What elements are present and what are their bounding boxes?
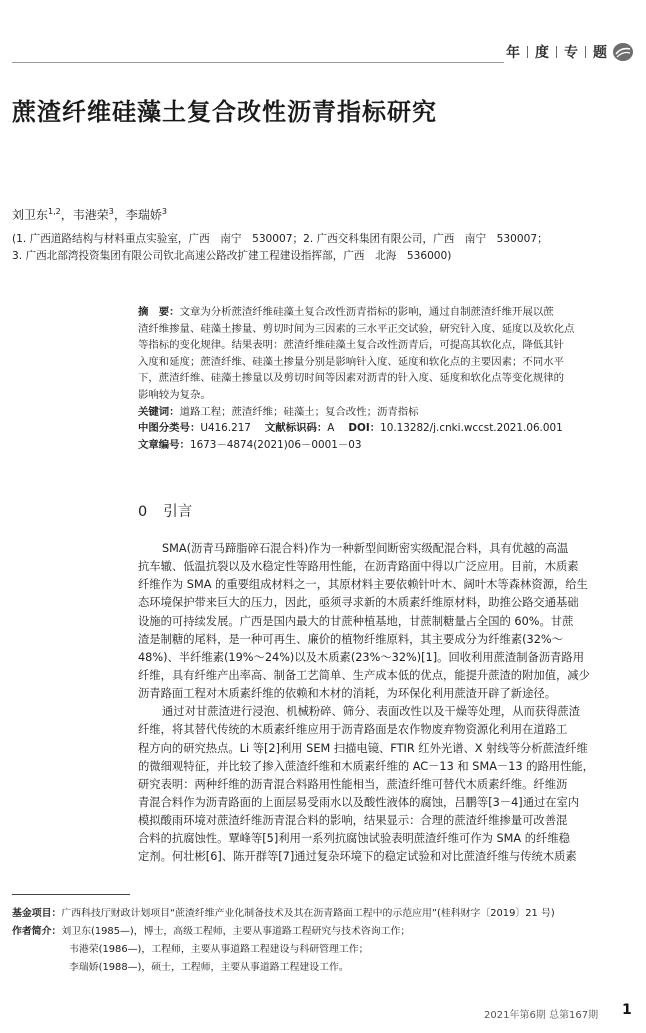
body-line: 渣是制糖的尾料，是一种可再生、廉价的植物纤维原料，其主要成分为纤维素(32%～: [138, 632, 563, 646]
abstract-text: 文章为分析蔗渣纤维硅藻土复合改性沥青指标的影响，通过自制蔗渣纤维开展以蔗: [179, 306, 554, 318]
article-number-label: 文章编号：: [138, 438, 190, 451]
paper-title: 蔗渣纤维硅藻土复合改性沥青指标研究: [12, 98, 437, 126]
funding-text: 广西科技厅财政计划项目“蔗渣纤维产业化制备技术及其在沥青路面工程中的示范应用”(桂科财字〔2019〕21 号): [61, 908, 555, 919]
funding-note: [12, 905, 555, 919]
body-line: SMA(沥青马蹄脂碎石混合料)作为一种新型间断密实级配混合料，具有优越的高温: [162, 542, 569, 555]
author-name: ，李瑞娇: [113, 208, 162, 222]
affiliation-line: (1. 广西道路结构与材料重点实验室，广西 南宁 530007；2. 广西交科集团有限公司，广西 南宁 530007；: [12, 233, 548, 245]
keywords-text: 道路工程；蔗渣纤维；硅藻土；复合改性；沥青指标: [179, 405, 419, 418]
author-list: [12, 206, 167, 223]
article-number-value: 1673－4874(2021)06－0001－03: [189, 438, 362, 451]
doi-label: DOI：: [348, 422, 381, 435]
column-label-divider: [556, 46, 557, 58]
column-label-char: 度: [535, 45, 549, 61]
body-line: 沥青路面工程对木质素纤维的依赖和木材的消耗，为环保化利用蔗渣开辟了新途径。: [138, 687, 556, 701]
body-line: 通过对甘蔗渣进行浸泡、机械粉碎、筛分、表面改性以及干燥等处理，从而获得蔗渣: [162, 705, 580, 719]
issue-info: 2021年第6期 总第167期: [484, 1010, 599, 1021]
abstract-line: 影响较为复杂。: [138, 388, 211, 401]
section-title: 引言: [163, 504, 193, 520]
column-label-divider: [527, 46, 528, 58]
body-line: 合料的抗腐蚀性。覃峰等[5]利用一系列抗腐蚀试验表明蔗渣纤维可作为 SMA 的纤维稳: [138, 832, 570, 846]
body-line: 纤维，具有纤维产出率高、制备工艺简单、生产成本低的优点，能提升蔗渣的附加值，减少: [138, 668, 590, 682]
abstract-line: 渣纤维掺量、硅藻土掺量、剪切时间为三因素的三水平正交试验，研究针入度、延度以及软化点: [138, 322, 575, 335]
author-bio: [12, 923, 410, 937]
journal-logo-icon: [612, 42, 634, 62]
keywords: [138, 404, 634, 421]
body-line: 定剂。何壮彬[6]、陈开群等[7]通过复杂环境下的稳定试验和对比蔗渣纤维与传统木质素: [138, 850, 577, 864]
author-bio-text: 刘卫东(1985—)，博士，高级工程师，主要从事道路工程研究与技术咨询工作；: [61, 926, 411, 937]
article-number-line: [138, 437, 634, 454]
abstract: [138, 304, 634, 453]
abstract-line: 入度和延度；蔗渣纤维、硅藻土掺量分别是影响针入度、延度和软化点的主要因素；不同水平: [138, 355, 565, 368]
author-affiliation-mark: 1,2: [48, 207, 61, 216]
body-line: 纤维，将其替代传统的木质素纤维应用于沥青路面是农作物废弃物资源化利用在道路工: [138, 723, 568, 737]
column-label-char: 年: [506, 45, 520, 61]
column-label: [505, 42, 608, 62]
body-line: 模拟酸雨环境对蔗渣纤维沥青混合料的影响，结果显示：合理的蔗渣纤维掺量可改善混: [138, 814, 568, 828]
doc-code-value: A: [327, 422, 335, 435]
body-line: 的微细观特征，并比较了掺入蔗渣纤维和木质素纤维的 AC－13 和 SMA－13 的路用性能，: [138, 759, 594, 773]
column-label-divider: [585, 46, 586, 58]
author-bio: 韦港荣(1986—)，工程师，主要从事道路工程建设与科研管理工作；: [69, 944, 369, 955]
column-label-char: 专: [564, 45, 578, 61]
body-line: 48%)、半纤维素(19%～24%)以及木质素(23%～32%)[1]。回收利用蔗渣制备沥青路用: [138, 650, 585, 664]
author-name: 刘卫东: [12, 208, 49, 222]
body-line: 青混合料作为沥青路面的上面层易受雨水以及酸性液体的腐蚀，吕鹏等[3－4]通过在室内: [138, 795, 580, 809]
section-number: 0: [138, 504, 148, 520]
doi-value: 10.13282/j.cnki.wccst.2021.06.001: [380, 422, 563, 435]
author-affiliation-mark: 3: [108, 207, 114, 216]
header-rule: [12, 62, 504, 63]
body-line: 研究表明：两种纤维的沥青混合料路用性能相当，蔗渣纤维可替代木质素纤维。纤维沥: [138, 777, 568, 791]
author-affiliation-mark: 3: [161, 207, 167, 216]
footnote-rule: [12, 894, 130, 895]
body-line: 程方向的研究热点。Li 等[2]利用 SEM 扫描电镜、FTIR 红外光谱、X 射线等分析蔗渣纤维: [138, 741, 588, 755]
body-line: 设施的可持续发展。广西是国内最大的甘蔗种植基地，甘蔗制糖量占全国的 60%。甘蔗: [138, 614, 574, 628]
column-label-char: 题: [593, 45, 607, 61]
page-number: 1: [622, 1002, 632, 1018]
keywords-label: 关键词：: [138, 405, 180, 418]
abstract-line: 下，蔗渣纤维、硅藻土掺量以及剪切时间等因素对沥青的针入度、延度和软化点等变化规律的: [138, 372, 565, 385]
author-bio-label: 作者简介：: [12, 926, 62, 937]
abstract-line: 等指标的变化规律。结果表明：蔗渣纤维硅藻土复合改性沥青后，可提高其软化点，降低其针: [138, 339, 565, 352]
abstract-label: 摘 要：: [138, 306, 180, 318]
classification-line: [138, 420, 634, 437]
doc-code-label: 文献标识码：: [264, 422, 328, 435]
body-line: 纤维作为 SMA 的重要组成材料之一，其原材料主要依赖针叶木、阔叶木等森林资源，给生: [138, 578, 588, 592]
funding-label: 基金项目：: [12, 908, 62, 919]
abstract-line: [138, 304, 634, 321]
body-line: 抗车辙、低温抗裂以及水稳定性等路用性能，在沥青路面中得以广泛应用。目前，木质素: [138, 560, 579, 574]
clc-label: 中图分类号：: [138, 422, 201, 435]
body-text: [138, 540, 634, 867]
affiliation-line: 3. 广西北部湾投资集团有限公司钦北高速公路改扩建工程建设指挥部，广西 北海 536000): [12, 250, 452, 262]
author-bio: 李瑞娇(1988—)，硕士，工程师，主要从事道路工程建设工作。: [69, 962, 349, 973]
clc-value: U416.217: [200, 422, 251, 435]
author-name: ，韦港荣: [60, 208, 109, 222]
section-heading: [138, 500, 208, 521]
body-line: 态环境保护带来巨大的压力，因此，亟须寻求新的木质素纤维原材料，助推公路交通基础: [138, 596, 579, 610]
